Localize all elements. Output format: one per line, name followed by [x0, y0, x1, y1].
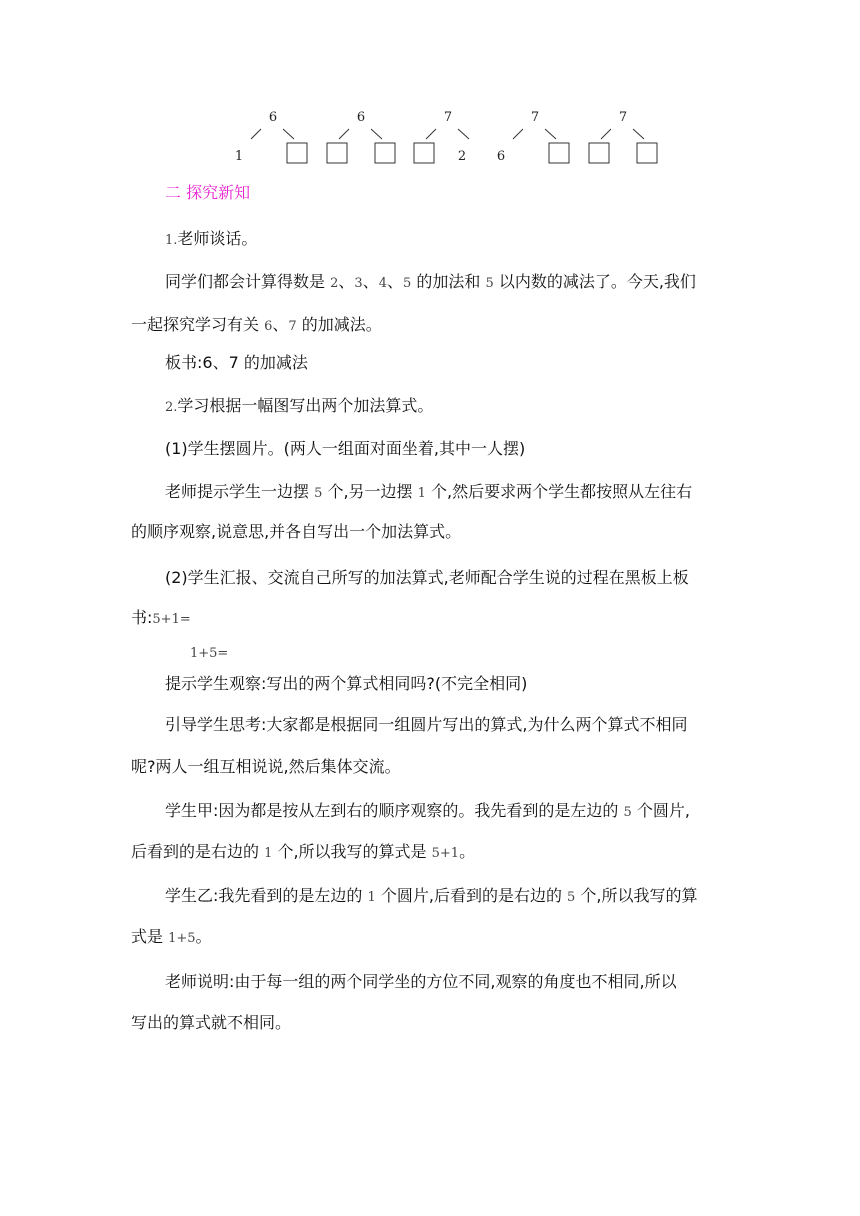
paragraph-line — [131, 840, 475, 866]
text-segment: 、 — [272, 315, 289, 334]
math-number: 7 — [288, 319, 297, 334]
whole-number: 6 — [268, 110, 278, 125]
paragraph-line — [131, 313, 382, 339]
text-segment: 个,所以我写的算 — [575, 886, 698, 905]
text-segment: 学生甲:因为都是按从左到右的顺序观察的。我先看到的是左边的 — [165, 801, 624, 820]
paragraph-line — [165, 799, 690, 825]
section-heading: 二 探究新知 — [165, 183, 251, 202]
math-number: 5 — [485, 276, 494, 291]
whole-number: 6 — [356, 110, 366, 125]
paragraph-line — [131, 925, 212, 951]
text-segment: 写出的算式就不相同。 — [131, 1013, 292, 1032]
answer-box[interactable] — [375, 143, 395, 163]
text-segment: 一起探究学习有关 — [131, 315, 265, 334]
text-segment: 提示学生观察:写出的两个算式相同吗?(不完全相同) — [165, 674, 528, 693]
answer-box[interactable] — [414, 143, 434, 163]
decomposition-group — [497, 110, 569, 164]
whole-number: 7 — [618, 110, 628, 125]
branch-left — [601, 129, 611, 139]
text-segment: 以内数的减法了。今天,我们 — [493, 272, 696, 291]
part-number: 2 — [457, 149, 467, 164]
text-segment: 个,另一边摆 — [322, 482, 418, 501]
math-number: 5 — [567, 890, 576, 905]
paragraph-line — [131, 520, 461, 544]
math-number: 5+1 — [431, 846, 460, 861]
math-number: 1 — [367, 890, 376, 905]
decomposition-group — [589, 110, 657, 163]
branch-right — [545, 129, 556, 139]
paragraph-line — [131, 1011, 291, 1035]
text-segment: 、 — [362, 272, 379, 291]
text-segment: 个,所以我写的算式是 — [272, 842, 432, 861]
paragraph-line — [165, 270, 696, 296]
text-segment: 个圆片, — [631, 801, 690, 820]
branch-right — [633, 129, 644, 139]
math-number: 1+5= — [190, 646, 229, 661]
decomposition-group — [235, 110, 307, 164]
branch-right — [371, 129, 382, 139]
branch-left — [513, 129, 523, 139]
branch-left — [426, 129, 436, 139]
text-segment: 呢?两人一组互相说说,然后集体交流。 — [131, 757, 401, 776]
paragraph-line — [165, 394, 433, 420]
number-decomposition-diagram — [234, 108, 668, 168]
text-segment: 学生乙:我先看到的是左边的 — [165, 886, 368, 905]
text-segment: 引导学生思考:大家都是根据同一组圆片写出的算式,为什么两个算式不相同 — [165, 715, 688, 734]
paragraph-line — [131, 606, 191, 632]
math-number: 5 — [623, 805, 632, 820]
branch-right — [283, 129, 294, 139]
paragraph-line — [165, 970, 677, 994]
answer-box[interactable] — [589, 143, 609, 163]
text-segment: 、 — [386, 272, 403, 291]
answer-box[interactable] — [327, 143, 347, 163]
paragraph-line — [165, 672, 527, 696]
whole-number: 7 — [530, 110, 540, 125]
math-number: 2. — [165, 400, 178, 415]
paragraph-line — [165, 566, 689, 590]
text-segment: 式是 — [131, 927, 169, 946]
math-number: 1 — [417, 486, 426, 501]
paragraph-line — [165, 351, 308, 375]
text-segment: 的顺序观察,说意思,并各自写出一个加法算式。 — [131, 522, 462, 541]
paragraph-line — [165, 437, 525, 461]
paragraph-line — [131, 755, 401, 779]
text-segment: 老师提示学生一边摆 — [165, 482, 315, 501]
math-number: 5 — [314, 486, 323, 501]
text-segment: 学习根据一幅图写出两个加法算式。 — [177, 396, 434, 415]
part-number: 6 — [496, 149, 506, 164]
text-segment: 。 — [195, 927, 212, 946]
text-segment: 、 — [338, 272, 355, 291]
answer-box[interactable] — [287, 143, 307, 163]
math-number: 1. — [165, 233, 178, 248]
paragraph-line — [165, 227, 257, 253]
text-segment: (2)学生汇报、交流自己所写的加法算式,老师配合学生说的过程在黑板上板 — [165, 568, 689, 587]
text-segment: 老师说明:由于每一组的两个同学坐的方位不同,观察的角度也不相同,所以 — [165, 972, 677, 991]
branch-left — [339, 129, 349, 139]
text-segment: (1)学生摆圆片。(两人一组面对面坐着,其中一人摆) — [165, 439, 526, 458]
paragraph-line — [165, 713, 687, 737]
answer-box[interactable] — [549, 143, 569, 163]
math-number: 6 — [264, 319, 273, 334]
text-segment: 后看到的是右边的 — [131, 842, 265, 861]
decomposition-group — [327, 110, 395, 163]
text-segment: 书: — [131, 608, 153, 627]
part-number: 1 — [234, 149, 244, 164]
math-number: 3 — [354, 276, 363, 291]
decomposition-group — [414, 110, 469, 164]
math-number: 5 — [402, 276, 412, 291]
text-segment: 同学们都会计算得数是 — [165, 272, 331, 291]
math-number: 1 — [264, 846, 273, 861]
text-segment: 个,然后要求两个学生都按照从左往右 — [425, 482, 693, 501]
paragraph-line — [190, 640, 228, 666]
text-segment: 的加法和 — [411, 272, 486, 291]
math-number: 1+5 — [168, 931, 196, 946]
paragraph-line — [165, 884, 698, 910]
paragraph-line — [165, 480, 692, 506]
text-segment: 老师谈话。 — [177, 229, 258, 248]
text-segment: 个圆片,后看到的是右边的 — [375, 886, 568, 905]
text-segment: 板书:6、7 的加减法 — [165, 353, 308, 372]
branch-right — [458, 129, 469, 139]
answer-box[interactable] — [637, 143, 657, 163]
branch-left — [251, 129, 261, 139]
whole-number: 7 — [443, 110, 453, 125]
math-number: 4 — [378, 276, 387, 291]
math-number: 5+1= — [152, 612, 191, 627]
math-number: 2 — [330, 276, 339, 291]
text-segment: 的加减法。 — [296, 315, 382, 334]
text-segment: 。 — [459, 842, 476, 861]
